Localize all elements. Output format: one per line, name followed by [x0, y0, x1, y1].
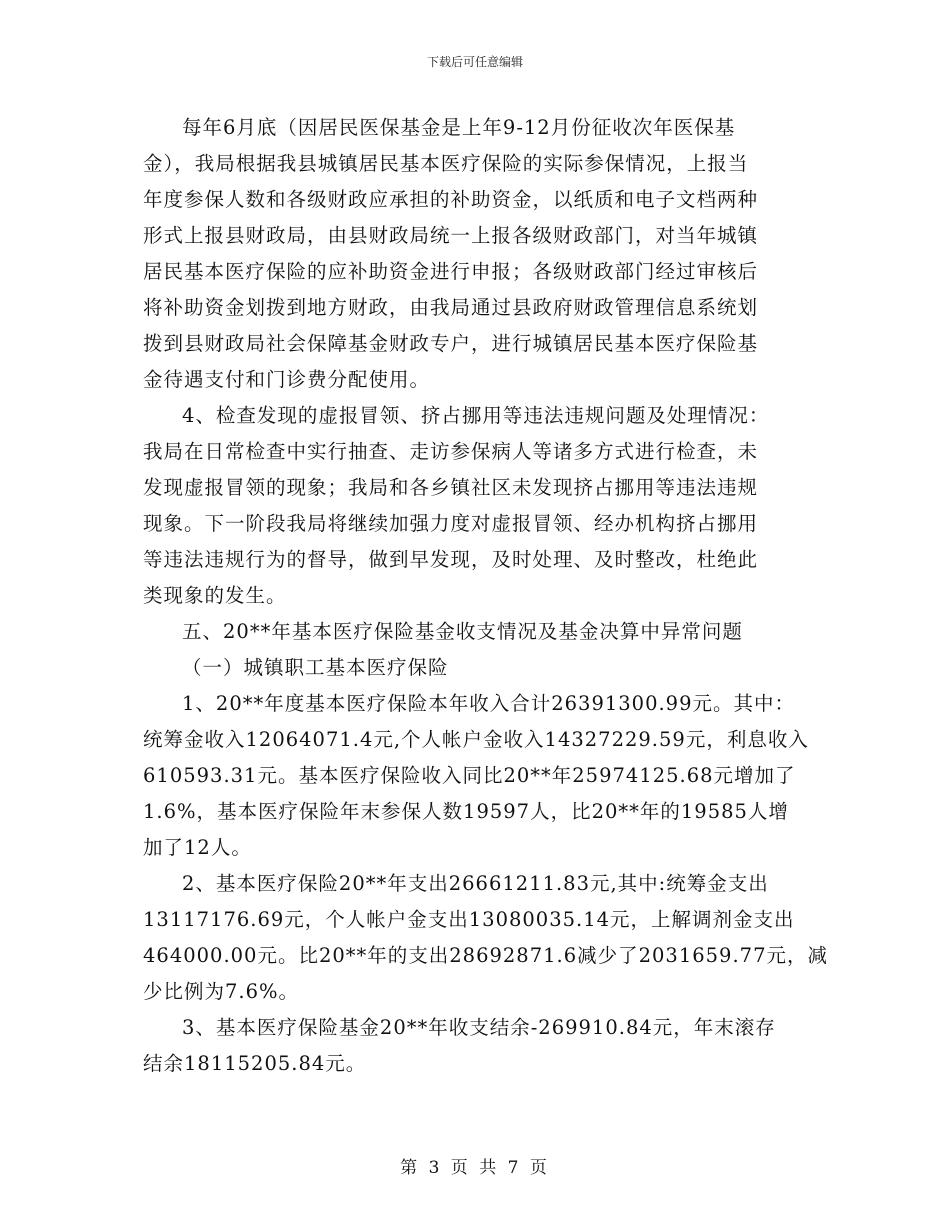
download-note: 下载后可任意编辑 [426, 55, 523, 69]
text-line: 加了12人。 [143, 836, 252, 859]
text-line: 4、检查发现的虚报冒领、挤占挪用等违法违规问题及处理情况： [182, 404, 770, 427]
text-line: 13117176.69元，个人帐户金支出13080035.14元，上解调剂金支出 [143, 908, 795, 931]
text-line: 我局在日常检查中实行抽查、走访参保病人等诸多方式进行检查，未 [143, 440, 759, 463]
page-number: 第 3 页 共 7 页 [400, 1158, 550, 1178]
text-line: 2、基本医疗保险20**年支出26661211.83元,其中:统筹金支出 [182, 872, 769, 895]
text-line: 年度参保人数和各级财政应承担的补助资金，以纸质和电子文档两种 [143, 188, 759, 211]
text-line: 少比例为7.6%。 [143, 980, 300, 1003]
text-line: 3、基本医疗保险基金20**年收支结余-269910.84元，年末滚存 [182, 1016, 776, 1039]
text-line: 金），我局根据我县城镇居民基本医疗保险的实际参保情况，上报当 [143, 152, 749, 175]
text-line: 形式上报县财政局，由县财政局统一上报各级财政部门，对当年城镇 [143, 224, 759, 247]
text-line: 1、20**年度基本医疗保险本年收入合计26391300.99元。其中： [182, 692, 795, 715]
text-line: 发现虚报冒领的现象；我局和各乡镇社区未发现挤占挪用等违法违规 [143, 476, 759, 499]
text-line: 金待遇支付和门诊费分配使用。 [143, 368, 431, 391]
text-line: 每年6月底（因居民医保基金是上年9-12月份征收次年医保基 [182, 116, 736, 139]
text-line: 464000.00元。比20**年的支出28692871.6减少了2031659.77元，减 [143, 944, 828, 967]
text-line: 等违法违规行为的督导，做到早发现，及时处理、及时整改，杜绝此 [143, 548, 759, 571]
text-line: 1.6%，基本医疗保险年末参保人数19597人，比20**年的19585人增 [143, 800, 789, 823]
text-line: 将补助资金划拨到地方财政，由我局通过县政府财政管理信息系统划 [143, 296, 759, 319]
subsection-heading: （一）城镇职工基本医疗保险 [182, 656, 449, 679]
section-heading: 五、20**年基本医疗保险基金收支情况及基金决算中异常问题 [182, 620, 743, 643]
text-line: 拨到县财政局社会保障基金财政专户，进行城镇居民基本医疗保险基 [143, 332, 759, 355]
text-line: 统筹金收入12064071.4元,个人帐户金收入14327229.59元，利息收入 [143, 728, 809, 751]
text-line: 结余18115205.84元。 [143, 1052, 367, 1075]
text-line: 610593.31元。基本医疗保险收入同比20**年25974125.68元增加了 [143, 764, 796, 787]
text-line: 现象。下一阶段我局将继续加强力度对虚报冒领、经办机构挤占挪用 [143, 512, 759, 535]
document-body [143, 110, 828, 1082]
text-line: 类现象的发生。 [143, 584, 287, 607]
text-line: 居民基本医疗保险的应补助资金进行申报；各级财政部门经过审核后 [143, 260, 759, 283]
